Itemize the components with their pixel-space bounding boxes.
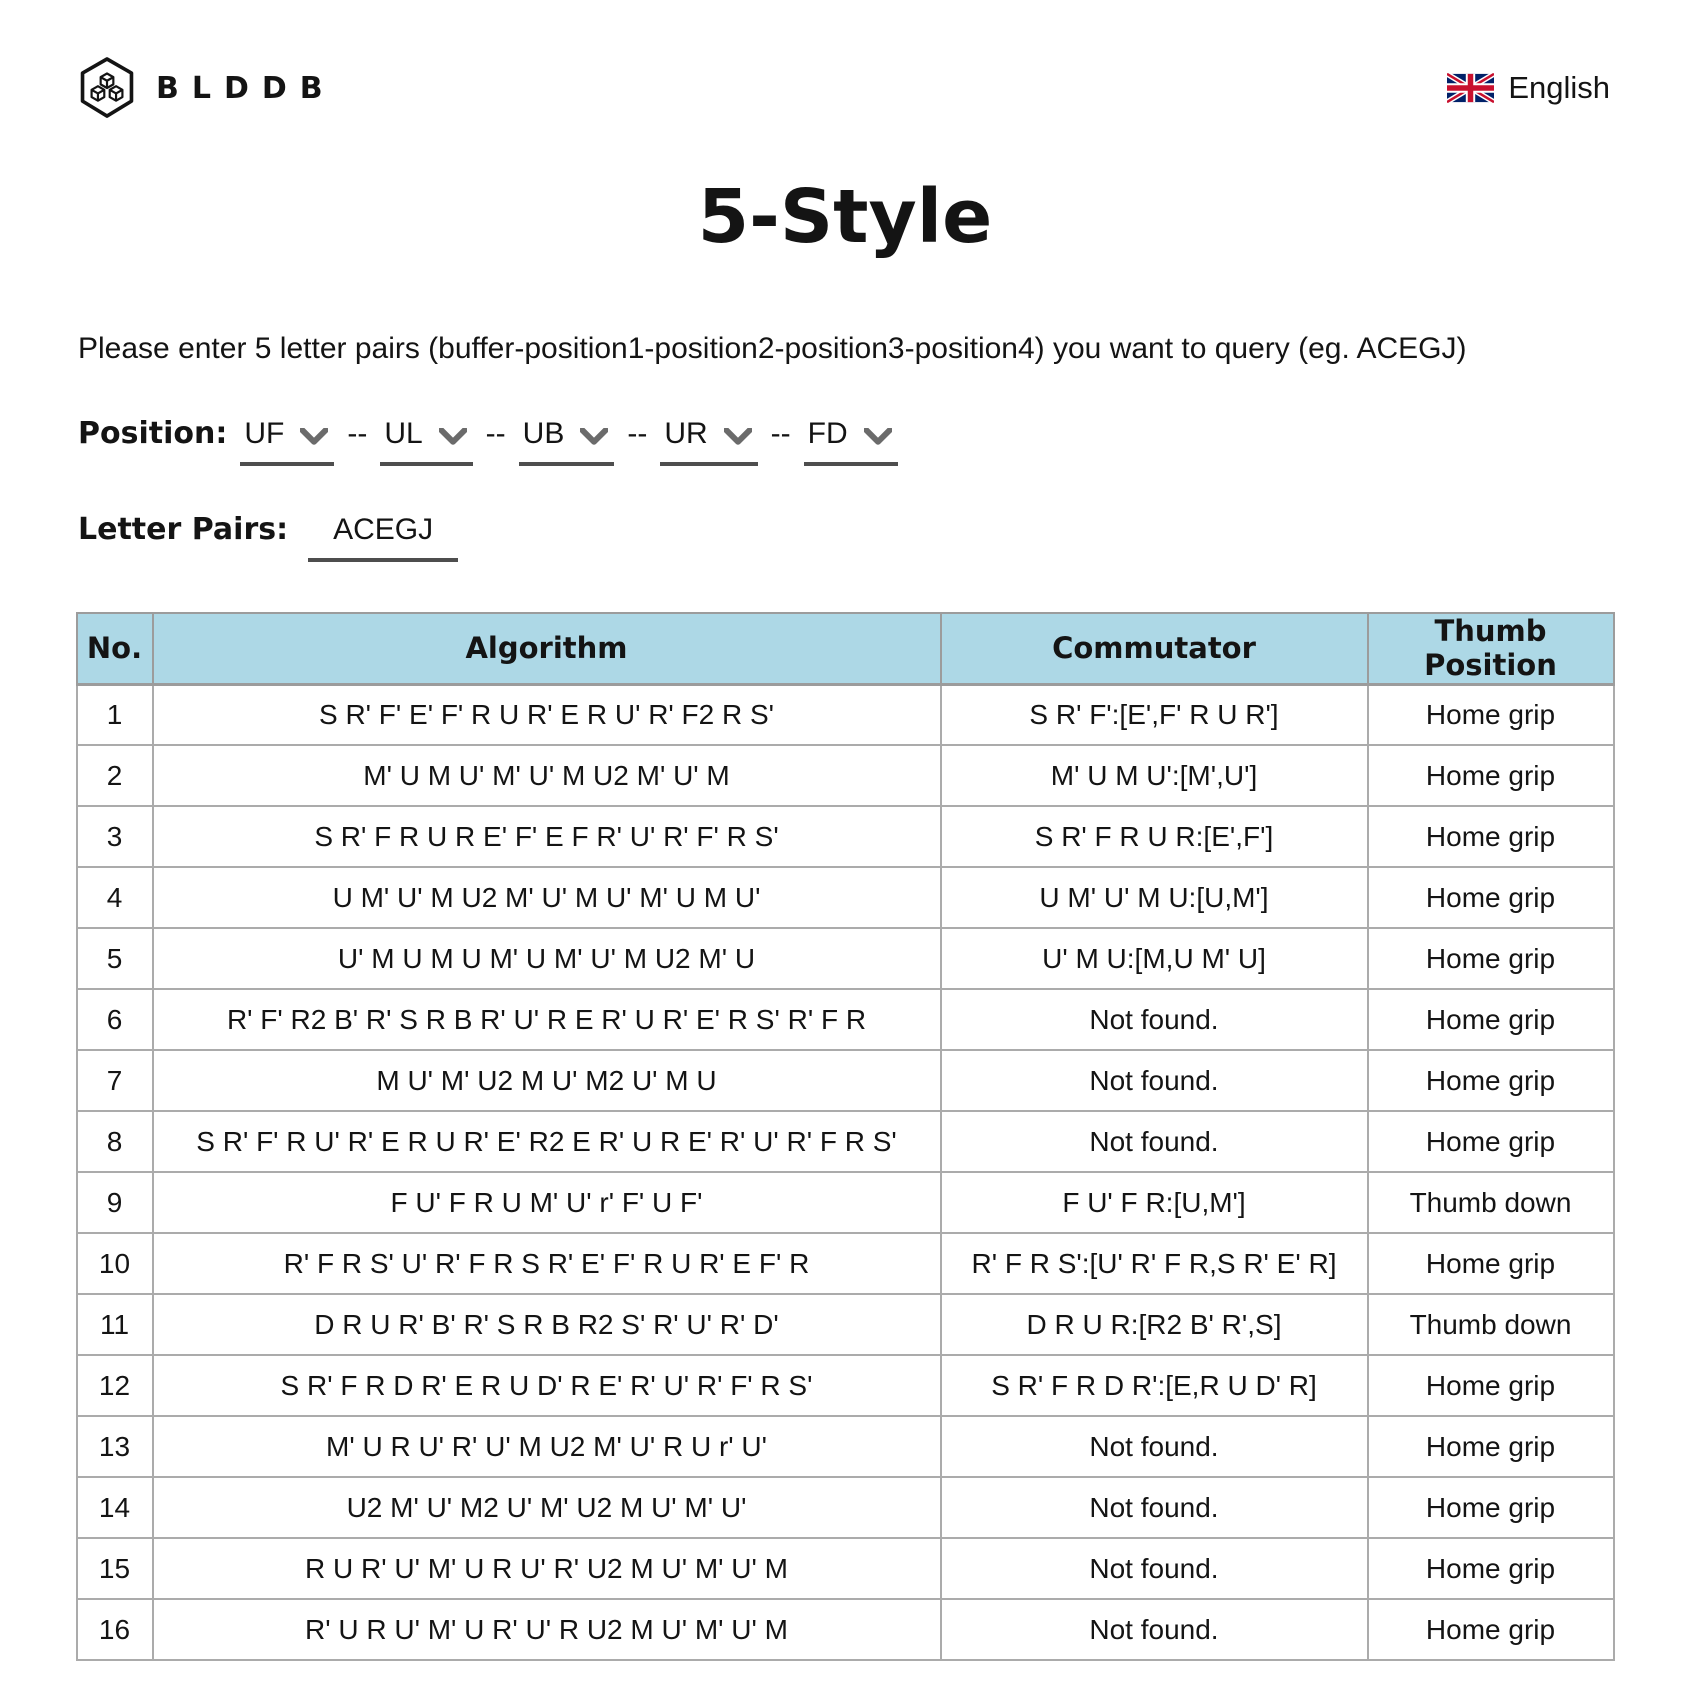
position-row bbox=[78, 412, 1612, 466]
cell-thumb-position: Home grip bbox=[1368, 1233, 1614, 1294]
chevron-down-icon bbox=[439, 428, 467, 445]
cell-algorithm: D R U R' B' R' S R B R2 S' R' U' R' D' bbox=[153, 1294, 941, 1355]
table-row bbox=[77, 1111, 1614, 1172]
topbar bbox=[0, 0, 1690, 120]
cell-commutator: S R' F R U R:[E',F'] bbox=[941, 806, 1368, 867]
cell-no: 15 bbox=[77, 1538, 153, 1599]
select-underline bbox=[519, 462, 615, 466]
column-header: Commutator bbox=[941, 613, 1368, 684]
cell-commutator: Not found. bbox=[941, 1111, 1368, 1172]
cell-no: 12 bbox=[77, 1355, 153, 1416]
cell-commutator: D R U R:[R2 B' R',S] bbox=[941, 1294, 1368, 1355]
cell-no: 6 bbox=[77, 989, 153, 1050]
cell-no: 16 bbox=[77, 1599, 153, 1660]
cell-algorithm: M' U M U' M' U' M U2 M' U' M bbox=[153, 745, 941, 806]
table-row bbox=[77, 1538, 1614, 1599]
table-row bbox=[77, 1599, 1614, 1660]
cell-commutator: Not found. bbox=[941, 1050, 1368, 1111]
position-select-value: UB bbox=[522, 417, 565, 450]
select-underline bbox=[660, 462, 757, 466]
cell-algorithm: S R' F R U R E' F' E F R' U' R' F' R S' bbox=[153, 806, 941, 867]
cell-no: 8 bbox=[77, 1111, 153, 1172]
letter-pairs-label: Letter Pairs: bbox=[78, 512, 289, 547]
cell-algorithm: M U' M' U2 M U' M2 U' M U bbox=[153, 1050, 941, 1111]
chevron-down-icon bbox=[864, 428, 892, 445]
cell-thumb-position: Home grip bbox=[1368, 1599, 1614, 1660]
cell-commutator: Not found. bbox=[941, 1599, 1368, 1660]
cell-thumb-position: Thumb down bbox=[1368, 1294, 1614, 1355]
cell-thumb-position: Home grip bbox=[1368, 1477, 1614, 1538]
column-header: Algorithm bbox=[153, 613, 941, 684]
table-header-row bbox=[77, 613, 1614, 684]
cell-commutator: S R' F':[E',F' R U R'] bbox=[941, 684, 1368, 745]
letter-pairs-input[interactable]: ACEGJ bbox=[308, 508, 458, 562]
cell-thumb-position: Home grip bbox=[1368, 684, 1614, 745]
cell-commutator: Not found. bbox=[941, 1538, 1368, 1599]
position-select[interactable] bbox=[660, 412, 757, 466]
cell-algorithm: S R' F' E' F' R U R' E R U' R' F2 R S' bbox=[153, 684, 941, 745]
cell-algorithm: S R' F' R U' R' E R U R' E' R2 E R' U R E' R' U' R' F R S' bbox=[153, 1111, 941, 1172]
table-row bbox=[77, 806, 1614, 867]
cell-algorithm: R' F' R2 B' R' S R B R' U' R E R' U R' E' R S' R' F R bbox=[153, 989, 941, 1050]
chevron-down-icon bbox=[724, 428, 752, 445]
cell-no: 5 bbox=[77, 928, 153, 989]
cell-no: 9 bbox=[77, 1172, 153, 1233]
cell-no: 1 bbox=[77, 684, 153, 745]
cell-thumb-position: Thumb down bbox=[1368, 1172, 1614, 1233]
column-header: No. bbox=[77, 613, 153, 684]
cell-algorithm: R' F R S' U' R' F R S R' E' F' R U R' E F' R bbox=[153, 1233, 941, 1294]
cell-algorithm: U2 M' U' M2 U' M' U2 M U' M' U' bbox=[153, 1477, 941, 1538]
chevron-down-icon bbox=[580, 428, 608, 445]
select-underline bbox=[804, 462, 898, 466]
results-table bbox=[76, 612, 1615, 1661]
position-select[interactable] bbox=[240, 412, 334, 466]
language-label: English bbox=[1508, 70, 1610, 105]
cell-no: 2 bbox=[77, 745, 153, 806]
position-separator: -- bbox=[627, 417, 648, 450]
table-row bbox=[77, 928, 1614, 989]
cell-no: 7 bbox=[77, 1050, 153, 1111]
column-header: Thumb Position bbox=[1368, 613, 1614, 684]
cell-algorithm: U M' U' M U2 M' U' M U' M' U M U' bbox=[153, 867, 941, 928]
table-row bbox=[77, 1416, 1614, 1477]
position-select[interactable] bbox=[519, 412, 615, 466]
cell-thumb-position: Home grip bbox=[1368, 806, 1614, 867]
cell-no: 11 bbox=[77, 1294, 153, 1355]
cell-thumb-position: Home grip bbox=[1368, 745, 1614, 806]
position-separator: -- bbox=[347, 417, 368, 450]
position-separator: -- bbox=[485, 417, 506, 450]
table-row bbox=[77, 989, 1614, 1050]
cell-commutator: Not found. bbox=[941, 989, 1368, 1050]
instruction-text: Please enter 5 letter pairs (buffer-position1-position2-position3-position4) you want to query (eg. ACEGJ) bbox=[78, 332, 1467, 365]
table-row bbox=[77, 1233, 1614, 1294]
cell-thumb-position: Home grip bbox=[1368, 1355, 1614, 1416]
brand-name: BLDDB bbox=[156, 70, 336, 106]
table-row bbox=[77, 1050, 1614, 1111]
cell-no: 10 bbox=[77, 1233, 153, 1294]
table-row bbox=[77, 745, 1614, 806]
language-selector[interactable] bbox=[1447, 70, 1610, 106]
position-separator: -- bbox=[770, 417, 791, 450]
cell-commutator: F U' F R:[U,M'] bbox=[941, 1172, 1368, 1233]
table-row bbox=[77, 1477, 1614, 1538]
cell-thumb-position: Home grip bbox=[1368, 989, 1614, 1050]
table-row bbox=[77, 684, 1614, 745]
page-title: 5-Style bbox=[697, 174, 993, 260]
position-select-value: FD bbox=[807, 417, 848, 450]
cell-no: 14 bbox=[77, 1477, 153, 1538]
cell-commutator: R' F R S':[U' R' F R,S R' E' R] bbox=[941, 1233, 1368, 1294]
table-body bbox=[77, 684, 1614, 1660]
cell-commutator: S R' F R D R':[E,R U D' R] bbox=[941, 1355, 1368, 1416]
cell-no: 13 bbox=[77, 1416, 153, 1477]
position-select[interactable] bbox=[804, 412, 898, 466]
select-underline bbox=[380, 462, 472, 466]
brand-link[interactable] bbox=[78, 56, 336, 120]
table-row bbox=[77, 1172, 1614, 1233]
cell-no: 4 bbox=[77, 867, 153, 928]
cell-commutator: U M' U' M U:[U,M'] bbox=[941, 867, 1368, 928]
cell-algorithm: U' M U M U M' U M' U' M U2 M' U bbox=[153, 928, 941, 989]
cell-thumb-position: Home grip bbox=[1368, 928, 1614, 989]
cell-thumb-position: Home grip bbox=[1368, 1538, 1614, 1599]
cell-algorithm: S R' F R D R' E R U D' R E' R' U' R' F' R S' bbox=[153, 1355, 941, 1416]
table-row bbox=[77, 867, 1614, 928]
cell-algorithm: R U R' U' M' U R U' R' U2 M U' M' U' M bbox=[153, 1538, 941, 1599]
position-selects bbox=[240, 412, 897, 466]
cell-algorithm: R' U R U' M' U R' U' R U2 M U' M' U' M bbox=[153, 1599, 941, 1660]
cell-thumb-position: Home grip bbox=[1368, 1416, 1614, 1477]
chevron-down-icon bbox=[300, 428, 328, 445]
cell-commutator: U' M U:[M,U M' U] bbox=[941, 928, 1368, 989]
blddb-logo-icon bbox=[78, 56, 136, 120]
cell-thumb-position: Home grip bbox=[1368, 867, 1614, 928]
cell-no: 3 bbox=[77, 806, 153, 867]
position-select-value: UF bbox=[244, 417, 285, 450]
cell-commutator: Not found. bbox=[941, 1477, 1368, 1538]
table-row bbox=[77, 1294, 1614, 1355]
cell-thumb-position: Home grip bbox=[1368, 1111, 1614, 1172]
position-label: Position: bbox=[78, 416, 228, 451]
cell-commutator: Not found. bbox=[941, 1416, 1368, 1477]
select-underline bbox=[240, 462, 334, 466]
position-select-value: UR bbox=[664, 417, 708, 450]
cell-thumb-position: Home grip bbox=[1368, 1050, 1614, 1111]
cell-algorithm: F U' F R U M' U' r' F' U F' bbox=[153, 1172, 941, 1233]
position-select-value: UL bbox=[384, 417, 423, 450]
cell-algorithm: M' U R U' R' U' M U2 M' U' R U r' U' bbox=[153, 1416, 941, 1477]
uk-flag-icon bbox=[1447, 73, 1494, 103]
cell-commutator: M' U M U':[M',U'] bbox=[941, 745, 1368, 806]
letter-pairs-row bbox=[78, 508, 1612, 562]
position-select[interactable] bbox=[380, 412, 472, 466]
table-row bbox=[77, 1355, 1614, 1416]
